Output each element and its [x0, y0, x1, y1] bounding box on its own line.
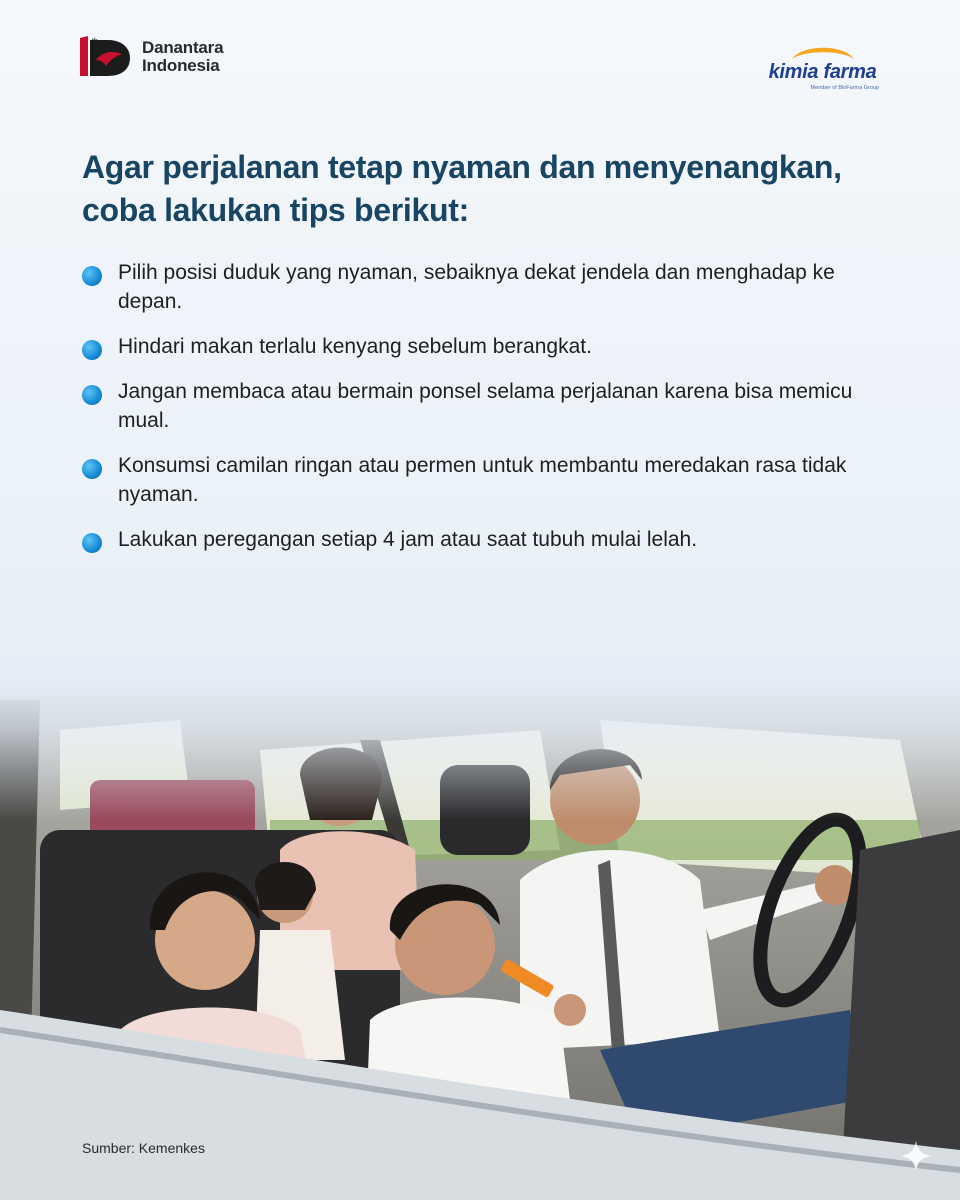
brand-line-1: Danantara — [142, 38, 224, 57]
list-item — [82, 525, 862, 554]
tip-text: Pilih posisi duduk yang nyaman, sebaiknya dekat jendela dan menghadap ke depan. — [118, 261, 835, 313]
tips-list — [82, 258, 862, 570]
member-text: Member of BioFarma Group — [810, 85, 879, 91]
list-item — [82, 332, 862, 361]
list-item — [82, 451, 862, 509]
anniversary-logo-icon — [78, 34, 134, 80]
tip-text: Jangan membaca atau bermain ponsel selama perjalanan karena bisa memicu mual. — [118, 380, 853, 432]
tip-text: Hindari makan terlalu kenyang sebelum berangkat. — [118, 335, 592, 358]
brand-line-2: Indonesia — [142, 56, 220, 75]
sparkle-icon — [898, 1138, 934, 1174]
bullet-icon — [82, 385, 102, 405]
bullet-icon — [82, 533, 102, 553]
kimia-farma-logo — [760, 42, 885, 91]
source-text: Sumber: Kemenkes — [82, 1140, 205, 1156]
bullet-icon — [82, 266, 102, 286]
kimia-farma-wordmark: kimia farma — [768, 61, 877, 83]
page-title: Agar perjalanan tetap nyaman dan menyenangkan, coba lakukan tips berikut: — [82, 149, 842, 228]
bullet-icon — [82, 459, 102, 479]
tip-text: Konsumsi camilan ringan atau permen untuk membantu meredakan rasa tidak nyaman. — [118, 454, 847, 506]
list-item — [82, 377, 862, 435]
danantara-logo — [78, 34, 223, 80]
tip-text: Lakukan peregangan setiap 4 jam atau saat tubuh mulai lelah. — [118, 528, 698, 551]
list-item — [82, 258, 862, 316]
bullet-icon — [82, 340, 102, 360]
sun-arc-icon — [788, 42, 858, 60]
photo-fade — [0, 680, 960, 820]
family-car-photo — [0, 680, 960, 1200]
anniversary-sup: th — [92, 38, 98, 45]
